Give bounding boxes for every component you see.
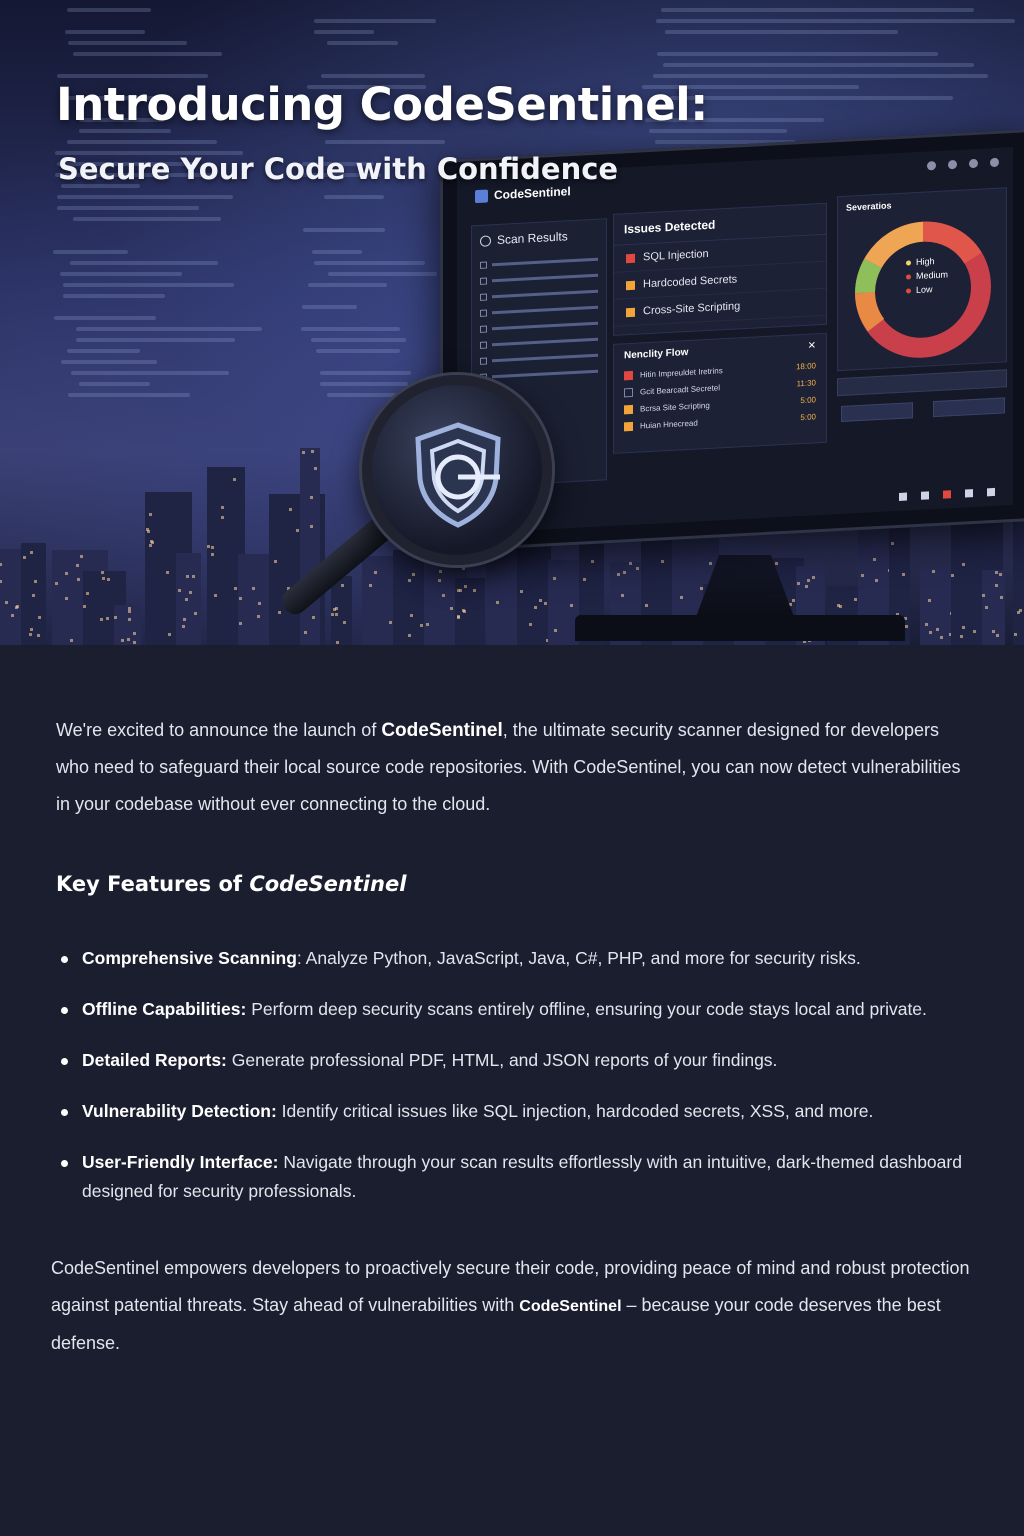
code-line: [79, 382, 150, 386]
code-line: [308, 283, 387, 287]
building: [1013, 510, 1024, 645]
legend-item-low: Low: [906, 281, 948, 297]
code-line: [54, 316, 156, 320]
code-line: [71, 371, 229, 375]
flow-time: 18:00: [795, 361, 816, 372]
outro-text: CodeSentinel empowers developers to proactively secure their code, providing peace of mind and robust protection against patential threats. Stay ahead of vulnerabilities with: [51, 1258, 970, 1315]
code-line: [324, 195, 384, 199]
feature-text: Perform deep security scans entirely offline, ensuring your code stays local and private.: [246, 999, 927, 1019]
code-line: [311, 338, 405, 342]
code-line: [67, 8, 151, 12]
hero-title: Introducing CodeSentinel:: [56, 78, 708, 131]
code-line: [73, 217, 221, 221]
feature-title: Offline Capabilities:: [82, 999, 247, 1019]
building: [21, 543, 46, 645]
code-line: [57, 206, 199, 210]
record-icon[interactable]: [943, 490, 951, 498]
code-line: [670, 96, 953, 100]
features-heading: [56, 872, 406, 896]
code-line: [314, 261, 425, 265]
code-line: [325, 140, 445, 144]
building: [300, 448, 320, 645]
back-icon[interactable]: [965, 489, 973, 497]
feature-text: Generate professional PDF, HTML, and JSON reports of your findings.: [226, 1050, 778, 1070]
close-icon[interactable]: ✕: [807, 340, 816, 352]
code-line: [76, 327, 262, 331]
code-line: [320, 371, 411, 375]
building: [331, 576, 352, 645]
code-line: [328, 272, 437, 276]
nenclity-flow-panel: [613, 333, 827, 454]
building: [176, 553, 201, 646]
severity-marker: [626, 253, 635, 262]
flow-label: Huian Hnecread: [640, 418, 698, 431]
issues-detected-panel: [613, 203, 827, 336]
code-line: [663, 63, 974, 67]
scan-results-header: [472, 219, 606, 256]
code-line: [60, 272, 183, 276]
sound-icon[interactable]: [969, 159, 978, 168]
severity-marker: [624, 371, 633, 380]
code-line: [68, 41, 187, 45]
code-line: [67, 140, 218, 144]
code-line: [656, 19, 1015, 23]
shield-icon: [412, 421, 504, 529]
features-heading-prefix: Key Features of: [56, 872, 250, 896]
code-line: [661, 8, 974, 12]
feature-item-vulnerability-detection: [56, 1097, 986, 1126]
chart-icon[interactable]: [948, 160, 957, 169]
hero-banner: [0, 0, 1024, 645]
export-button[interactable]: [841, 402, 913, 422]
code-line: [67, 349, 140, 353]
feature-item-offline-capabilities: [56, 995, 986, 1024]
feature-item-user-friendly-interface: [56, 1148, 986, 1206]
close-button[interactable]: [933, 397, 1005, 417]
intro-text: We're excited to announce the launch of: [56, 720, 382, 740]
code-line: [657, 52, 939, 56]
legend-item-medium: Medium: [906, 267, 948, 283]
severity-marker: [624, 388, 633, 397]
code-line: [314, 30, 374, 34]
feature-item-detailed-reports: [56, 1046, 986, 1075]
monitor-base: [575, 615, 905, 641]
code-line: [302, 305, 357, 309]
intro-brand: CodeSentinel: [381, 720, 503, 741]
outro-paragraph: [51, 1250, 981, 1362]
status-icons: [899, 488, 995, 501]
issue-label: Cross-Site Scripting: [643, 300, 741, 318]
features-heading-brand: CodeSentinel: [249, 872, 407, 896]
building: [982, 570, 1005, 645]
outro-brand: CodeSentinel: [519, 1298, 622, 1315]
code-line: [312, 250, 362, 254]
feature-title: Comprehensive Scanning: [82, 948, 297, 968]
feature-title: Detailed Reports:: [82, 1050, 227, 1070]
severity-panel: [837, 187, 1007, 371]
intro-paragraph: [56, 712, 976, 823]
severity-marker: [624, 405, 633, 414]
severity-legend: [906, 253, 948, 297]
severity-marker: [626, 307, 635, 316]
window-controls: [927, 158, 999, 171]
severity-marker: [626, 280, 635, 289]
settings-icon[interactable]: [927, 161, 936, 170]
scan-result-row[interactable]: [480, 365, 598, 384]
app-brand-label: CodeSentinel: [494, 184, 571, 203]
legend-item-high: High: [906, 253, 948, 269]
issue-label: Hardcoded Secrets: [643, 273, 738, 291]
building: [114, 605, 141, 645]
scan-results-title: Scan Results: [497, 229, 568, 248]
code-line: [63, 283, 234, 287]
flow-label: Hitin Impreuldet Iretrins: [640, 366, 723, 380]
code-line: [57, 195, 233, 199]
features-list: [56, 944, 986, 1228]
flow-time: 11:30: [796, 378, 816, 389]
code-line: [65, 30, 144, 34]
flow-time: 5:00: [800, 412, 816, 423]
app-logo-icon: [475, 189, 488, 203]
feature-text: Navigate through your scan results effortlessly with an intuitive, dark-themed dashboard designed for security professionals.: [82, 1152, 962, 1201]
issue-label: SQL Injection: [643, 247, 709, 264]
severity-marker: [624, 422, 633, 431]
flow-time: 5:00: [800, 395, 816, 406]
issues-title: Issues Detected: [614, 204, 826, 246]
feature-item-comprehensive-scanning: [56, 944, 986, 973]
code-line: [665, 30, 898, 34]
donut-segment-low: [865, 263, 873, 292]
building: [455, 578, 485, 645]
donut-segment-other: [865, 292, 876, 326]
folder-icon[interactable]: [899, 493, 907, 501]
code-line: [320, 382, 408, 386]
code-line: [316, 349, 400, 353]
code-line: [76, 338, 236, 342]
code-line: [301, 327, 400, 331]
flow-label: Gcit Bearcadt Secretel: [640, 383, 721, 397]
outro-text: – because your code deserves the best defense.: [51, 1295, 941, 1353]
severity-title: Severatios: [846, 200, 892, 213]
power-icon[interactable]: [987, 488, 995, 496]
app-brand: [475, 184, 571, 203]
feature-title: User-Friendly Interface:: [82, 1152, 279, 1172]
code-line: [68, 393, 191, 397]
code-line: [61, 360, 157, 364]
stop-icon[interactable]: [921, 491, 929, 499]
code-line: [73, 52, 222, 56]
user-icon[interactable]: [990, 158, 999, 167]
intro-text: , the ultimate security scanner designed for developers who need to safeguard their local source code repositories. With CodeSentinel, you can now detect vulnerabilities in your codebase without ever connecting to the cloud.: [56, 720, 961, 814]
building: [0, 549, 21, 645]
hero-subtitle: Secure Your Code with Confidence: [58, 152, 619, 186]
flow-label: Bcrsa Site Scripting: [640, 400, 710, 414]
code-line: [53, 250, 129, 254]
flow-title-label: Nenclity Flow: [624, 346, 689, 362]
code-line: [63, 294, 165, 298]
feature-text: Identify critical issues like SQL injection, hardcoded secrets, XSS, and more.: [276, 1101, 874, 1121]
code-line: [303, 228, 386, 232]
magnifier-lens: [362, 375, 552, 565]
code-line: [314, 19, 436, 23]
code-line: [327, 41, 398, 45]
filter-bar[interactable]: [837, 369, 1007, 396]
code-line: [70, 261, 218, 265]
feature-text: : Analyze Python, JavaScript, Java, C#, PHP, and more for security risks.: [296, 948, 861, 968]
clock-icon: [480, 235, 491, 247]
feature-title: Vulnerability Detection:: [82, 1101, 277, 1121]
